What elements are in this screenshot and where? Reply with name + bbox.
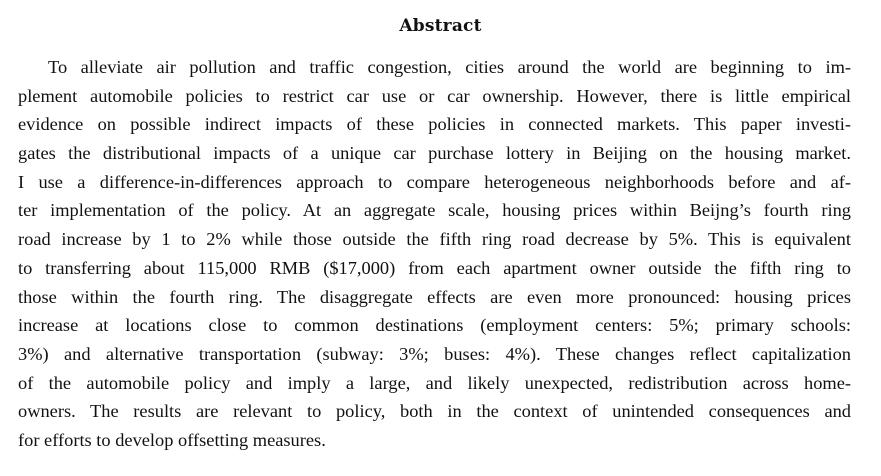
abstract-line: owners. The results are relevant to policy, both in the context of unintended consequences and xyxy=(18,401,851,422)
abstract-line: 3%) and alternative transportation (subway: 3%; buses: 4%). These changes reflect capitalization xyxy=(18,343,851,364)
abstract-line: of the automobile policy and imply a large, and likely unexpected, redistribution across home- xyxy=(18,372,851,393)
abstract-title: Abstract xyxy=(399,16,482,36)
abstract-body xyxy=(18,53,851,455)
abstract-line: I use a difference-in-differences approach to compare heterogeneous neighborhoods before and af- xyxy=(18,171,851,192)
abstract-line: increase at locations close to common destinations (employment centers: 5%; primary schools: xyxy=(18,315,851,336)
abstract-line: gates the distributional impacts of a unique car purchase lottery in Beijing on the housing market. xyxy=(18,143,851,164)
abstract-line: those within the fourth ring. The disaggregate effects are even more pronounced: housing prices xyxy=(18,286,851,307)
abstract-line: to transferring about 115,000 RMB ($17,000) from each apartment owner outside the fifth ring to xyxy=(18,257,851,278)
abstract-line: plement automobile policies to restrict car use or car ownership. However, there is little empirical xyxy=(18,85,851,106)
abstract-line: road increase by 1 to 2% while those outside the fifth ring road decrease by 5%. This is equivalent xyxy=(18,229,851,250)
abstract-line: To alleviate air pollution and traffic congestion, cities around the world are beginning to im- xyxy=(48,57,851,77)
abstract-line: for efforts to develop offsetting measures. xyxy=(18,429,326,450)
abstract-line: ter implementation of the policy. At an aggregate scale, housing prices within Beijng’s fourth ring xyxy=(18,200,851,221)
abstract-line: evidence on possible indirect impacts of these policies in connected markets. This paper investi- xyxy=(18,114,851,135)
